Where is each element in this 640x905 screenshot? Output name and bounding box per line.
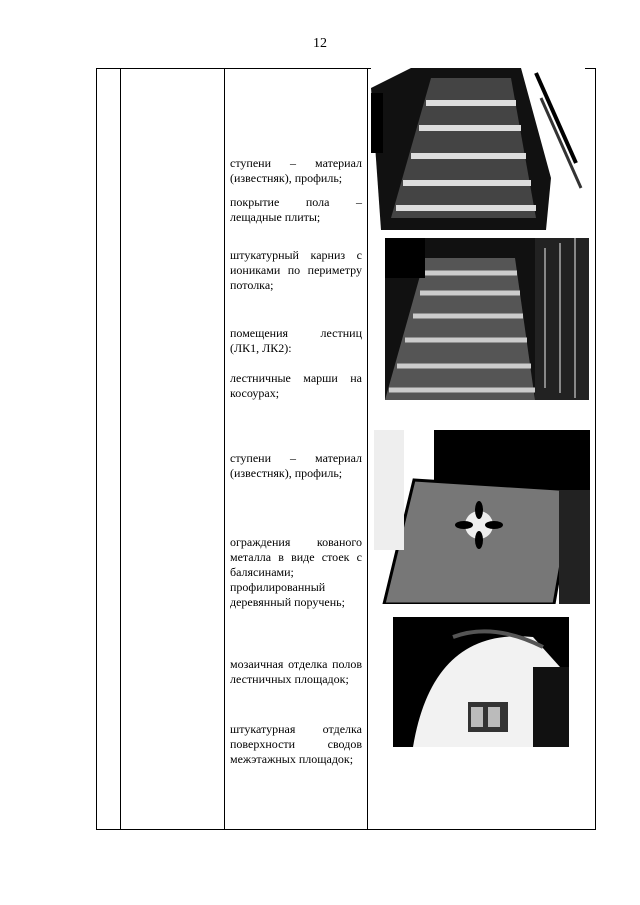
entry-vault-plaster: штукатурная отделка поверхности сводов межэтажных площадок; [230, 722, 362, 766]
entry-stair-flights: лестничные марши на косоурах; [230, 371, 362, 400]
entry-mosaic-floors: мозаичная отделка полов лестничных площадок; [230, 657, 362, 686]
entry-steps-2: ступени – материал (известняк), профиль; [230, 451, 362, 480]
entry-plaster-cornice: штукатурный карниз с иониками по периметру потолка; [230, 248, 362, 292]
stair-photo-2 [385, 238, 589, 400]
entry-railings: ограждения кованого металла в виде стоек с балясинами; профилированный деревянный поручень; [230, 535, 362, 609]
entry-steps-1: ступени – материал (известняк), профиль; [230, 156, 362, 185]
page-number: 12 [313, 36, 327, 51]
column-divider [367, 69, 368, 829]
stair-photo-3 [374, 430, 590, 604]
stair-photo-4 [393, 617, 569, 747]
stair-photo-1 [371, 68, 585, 230]
column-divider [120, 69, 121, 829]
column-divider [224, 69, 225, 829]
entry-stair-rooms: помещения лестниц (ЛК1, ЛК2): [230, 326, 362, 355]
entry-floor-covering: покрытие пола – лещадные плиты; [230, 195, 362, 224]
